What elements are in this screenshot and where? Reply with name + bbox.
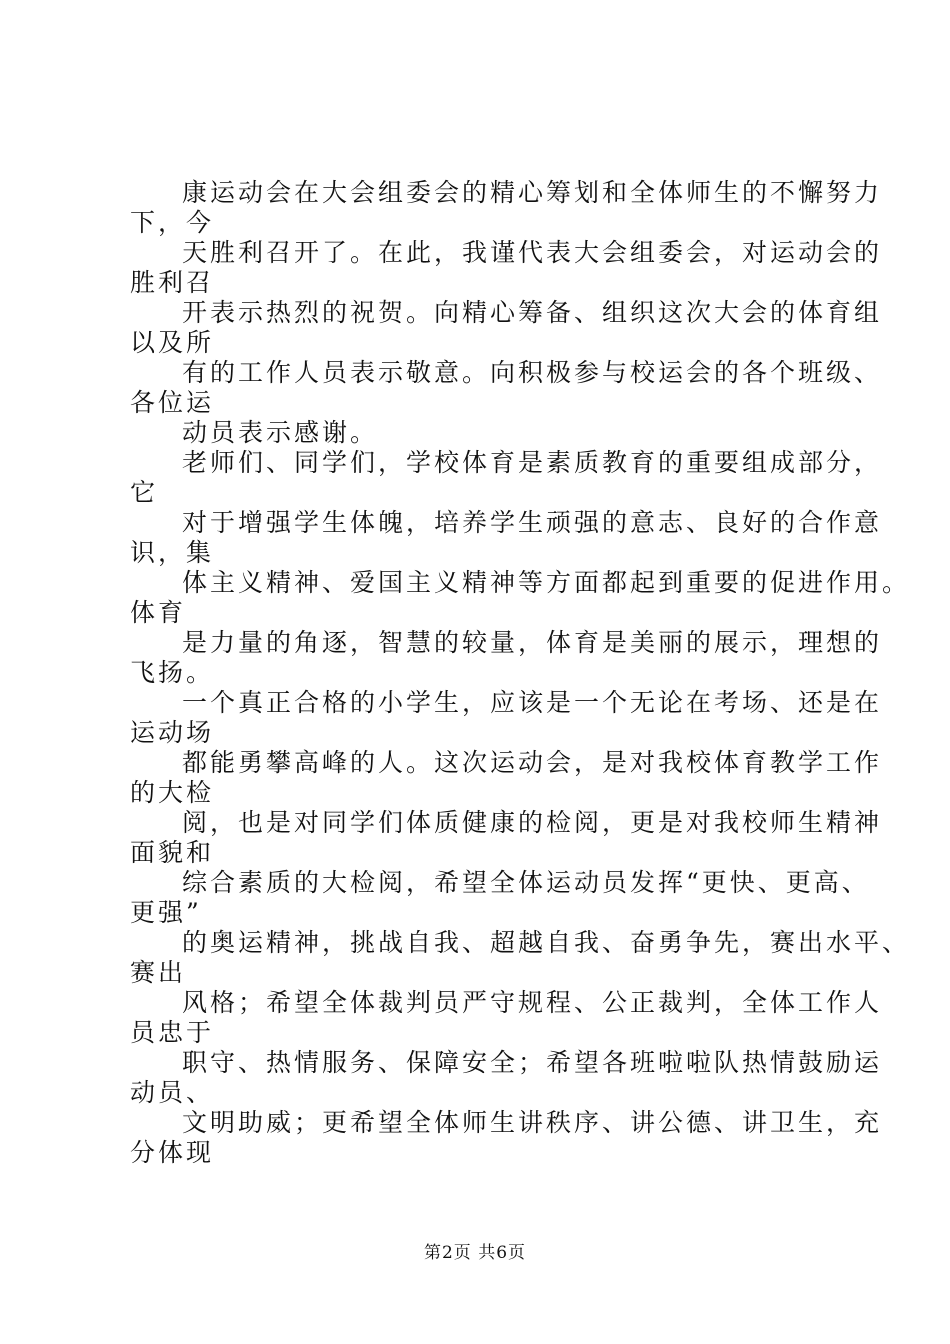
text-line: 一个真正合格的小学生，应该是一个无论在考场、还是在	[182, 688, 883, 717]
text-line: 分体现	[130, 1138, 215, 1167]
page-number-footer: 第2页 共6页	[423, 1243, 527, 1263]
text-line: 风格；希望全体裁判员严守规程、公正裁判，全体工作人	[182, 988, 883, 1017]
text-line: 飞扬。	[130, 658, 215, 687]
text-line: 天胜利召开了。在此，我谨代表大会组委会，对运动会的	[182, 238, 883, 267]
text-line: 的大检	[130, 778, 215, 807]
text-line: 下，今	[130, 208, 215, 237]
text-line: 运动场	[130, 718, 215, 747]
text-line: 体育	[130, 598, 187, 627]
text-line: 老师们、同学们，学校体育是素质教育的重要组成部分，	[182, 448, 883, 477]
text-line: 它	[130, 478, 159, 507]
text-line: 都能勇攀高峰的人。这次运动会，是对我校体育教学工作	[182, 748, 883, 777]
text-line: 面貌和	[130, 838, 215, 867]
text-line: 对于增强学生体魄，培养学生顽强的意志、良好的合作意	[182, 508, 883, 537]
text-line: 是力量的角逐，智慧的较量，体育是美丽的展示，理想的	[182, 628, 883, 657]
text-line: 赛出	[130, 958, 187, 987]
text-line: 的奥运精神，挑战自我、超越自我、奋勇争先，赛出水平、	[182, 928, 911, 957]
text-line: 文明助威；更希望全体师生讲秩序、讲公德、讲卫生，充	[182, 1108, 883, 1137]
text-line: 康运动会在大会组委会的精心筹划和全体师生的不懈努力	[182, 178, 883, 207]
text-line: 综合素质的大检阅，希望全体运动员发挥“更快、更高、	[182, 868, 870, 897]
text-line: 体主义精神、爱国主义精神等方面都起到重要的促进作用。	[182, 568, 911, 597]
text-line: 更强”	[130, 898, 202, 927]
text-line: 胜利召	[130, 268, 215, 297]
text-line: 动员、	[130, 1078, 215, 1107]
text-line: 以及所	[130, 328, 215, 357]
text-line: 职守、热情服务、保障安全；希望各班啦啦队热情鼓励运	[182, 1048, 883, 1077]
text-line: 各位运	[130, 388, 215, 417]
text-line: 阅，也是对同学们体质健康的检阅，更是对我校师生精神	[182, 808, 883, 837]
text-line: 有的工作人员表示敬意。向积极参与校运会的各个班级、	[182, 358, 883, 387]
text-line: 识，集	[130, 538, 215, 567]
text-line: 员忠于	[130, 1018, 215, 1047]
text-line: 开表示热烈的祝贺。向精心筹备、组织这次大会的体育组	[182, 298, 883, 327]
text-line: 动员表示感谢。	[182, 418, 379, 447]
